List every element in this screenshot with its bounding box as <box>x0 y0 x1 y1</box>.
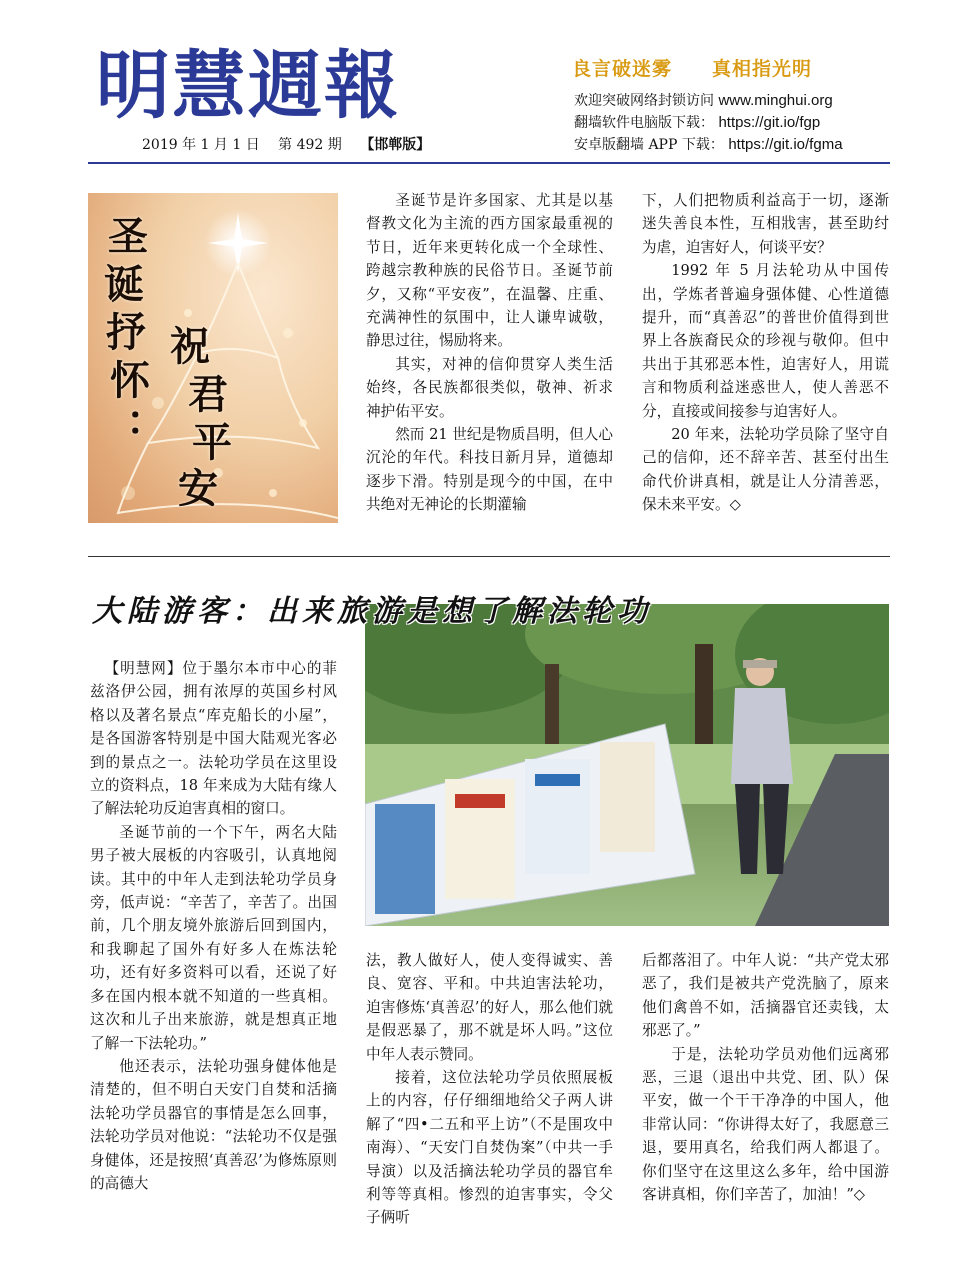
article1-column-2 <box>642 189 889 517</box>
edition-label: 【邯郸版】 <box>360 137 431 153</box>
art-char: 祝 <box>170 323 210 370</box>
visitor-figure <box>731 658 793 874</box>
article1-column-1 <box>366 189 613 517</box>
info-label: 安卓版翻墙 APP 下载： <box>574 137 724 153</box>
paragraph: 20 年来，法轮功学员除了坚守自己的信仰，还不辞辛苦、甚至付出生命代价讲真相，就是让人分清善恶，保未来平安。◇ <box>642 426 889 514</box>
info-url[interactable]: https://git.io/fgma <box>728 136 843 153</box>
info-url[interactable]: https://git.io/fgp <box>718 114 821 131</box>
paragraph: 【明慧网】位于墨尔本市中心的菲兹洛伊公园，拥有浓厚的英国乡村风格以及著名景点“库克船长的小屋”，是各国游客特别是中国大陆观光客必到的景点之一。法轮功学员在这里设立的资料点，18 年来成为大陆有缘人了解法轮功反迫害真相的窗口。 <box>90 660 337 818</box>
art-char: 怀 <box>110 357 150 404</box>
article2-column-2 <box>366 949 613 1230</box>
issue-number: 第 492 期 <box>278 137 342 153</box>
article2-column-3 <box>642 949 889 1206</box>
info-label: 欢迎突破网络封锁访问 <box>574 93 714 109</box>
article2-photo <box>365 604 889 926</box>
paragraph: 其实，对神的信仰贯穿人类生活始终，各民族都很类似，敬神、祈求神护佑平安。 <box>366 355 613 420</box>
paragraph: 圣诞节是许多国家、尤其是以基督教文化为主流的西方国家最重视的节日，近年来更转化成一个全球性、跨越宗教种族的民俗节日。圣诞节前夕，又称“平安夜”，在温馨、庄重、充满神性的氛围中，让人谦卑诚敬，静思过往，惕励将来。 <box>366 192 613 350</box>
art-char: ： <box>126 397 166 444</box>
paragraph: 后都落泪了。中年人说：“共产党太邪恶了，我们是被共产党洗脑了，原来他们禽兽不如，活摘器官还卖钱，太邪恶了。” <box>642 952 889 1040</box>
issue-date: 2019 年 1 月 1 日 <box>142 137 260 153</box>
paragraph: 于是，法轮功学员劝他们远离邪恶，三退（退出中共党、团、队）保平安，做一个干干净净的中国人，他非常认同：“你讲得太好了，我愿意三退，要用真名，给我们两人都退了。你们坚守在这里这么多年，给中国游客讲真相，你们辛苦了，加油！”◇ <box>642 1045 889 1204</box>
paragraph: 圣诞节前的一个下午，两名大陆男子被大展板的内容吸引，认真地阅读。其中的中年人走到法轮功学员身旁，低声说：“辛苦了，辛苦了。出国前，几个朋友境外旅游后回到国内，和我聊起了国外有好多人在炼法轮功，还有好多资料可以看，还说了好多在国内根本就不知道的一些真相。这次和儿子出来旅游，就是想真正地了解一下法轮功。” <box>90 823 337 1052</box>
paragraph: 他还表示，法轮功强身健体他是清楚的，但不明白天安门自焚和活摘法轮功学员器官的事情是怎么回事，法轮功学员对他说：“法轮功不仅是强身健体，还是按照‘真善忍’为修炼原则的高德大 <box>90 1057 337 1192</box>
art-char: 安 <box>178 465 218 512</box>
section-divider <box>88 556 890 557</box>
info-line-android <box>574 134 894 156</box>
info-line-desktop <box>574 112 894 134</box>
article2-column-1 <box>90 657 337 1195</box>
article2-headline: 大陆游客：出来旅游是想了解法轮功 <box>92 594 652 629</box>
slogan <box>572 56 892 82</box>
art-char: 圣 <box>108 213 148 260</box>
paragraph: 法，教人做好人，使人变得诚实、善良、宽容、平和。中共迫害法轮功，迫害修炼‘真善忍’的好人，那么他们就是假恶暴了，那不就是坏人吗。”这位中年人表示赞同。 <box>366 952 613 1063</box>
christmas-artwork <box>88 193 338 523</box>
info-label: 翻墙软件电脑版下载： <box>574 115 714 131</box>
tree-outline <box>118 263 338 518</box>
park-scene-graphic <box>365 604 889 926</box>
art-char: 平 <box>192 419 232 466</box>
art-char: 君 <box>188 371 228 418</box>
paragraph: 下，人们把物质利益高于一切，逐渐迷失善良本性，互相戕害，甚至助纣为虐，迫害好人，何谈平安？ <box>642 192 889 256</box>
art-char: 抒 <box>106 309 146 356</box>
masthead-title: 明慧週報 <box>96 43 400 129</box>
dateline <box>142 134 562 156</box>
slogan-right: 真相指光明 <box>712 58 813 80</box>
masthead-rule <box>88 162 890 164</box>
art-char: 诞 <box>104 261 144 308</box>
slogan-left: 良言破迷雾 <box>572 58 673 80</box>
info-url[interactable]: www.minghui.org <box>718 92 833 109</box>
info-line-visit <box>574 90 894 112</box>
paragraph: 接着，这位法轮功学员依照展板上的内容，仔仔细细地给父子两人讲解了“四•二五和平上访”（不是围攻中南海）、“天安门自焚伪案”（中共一手导演）以及活摘法轮功学员的器官牟利等等真相。惨烈的迫害事实，令父子俩听 <box>366 1069 613 1227</box>
paragraph: 1992 年 5 月法轮功从中国传出，学炼者普遍身强体健、心性道德提升，而“真善忍”的普世价值得到世界上各族裔民众的珍视与敬仰。但中共出于其邪恶本性，迫害好人，用谎言和物质利益迷惑世人，使人善恶不分，直接或间接参与迫害好人。 <box>642 262 889 420</box>
paragraph: 然而 21 世纪是物质昌明，但人心沉沦的年代。科技日新月异，道德却逐步下滑。特别是现今的中国，在中共绝对无神论的长期灌输 <box>366 426 613 514</box>
